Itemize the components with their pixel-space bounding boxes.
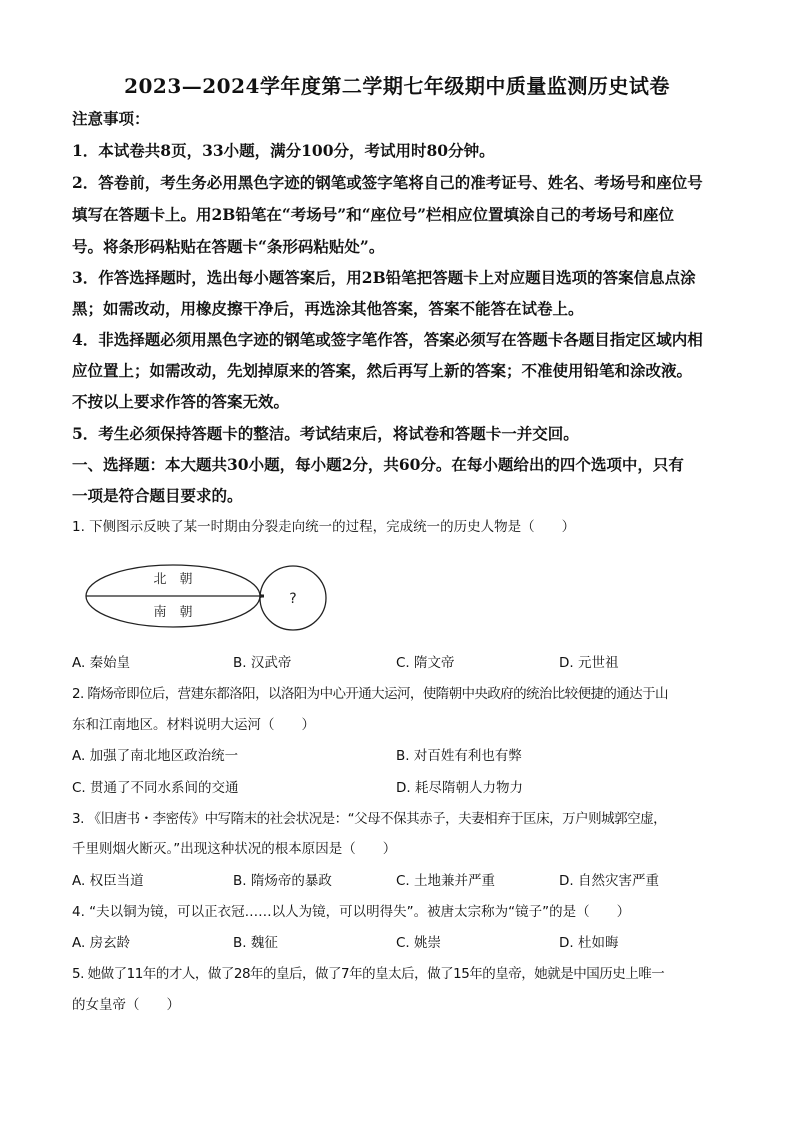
q3-option-d: D. 自然灾害严重 — [559, 873, 659, 889]
notice-item-3: 3．作答选择题时，选出每小题答案后，用2B铅笔把答题卡上对应题目选项的答案信息点涂 — [72, 268, 696, 287]
q2-option-b: B. 对百姓有利也有弊 — [396, 748, 522, 764]
notice-item-4-cont: 应位置上；如需改动，先划掉原来的答案，然后再写上新的答案；不准使用铅笔和涂改液。 — [72, 361, 693, 380]
diagram-unknown-mark: ? — [289, 591, 297, 607]
notice-item-1: 1．本试卷共8页，33小题，满分100分，考试用时80分钟。 — [72, 141, 495, 160]
q3-option-c: C. 土地兼并严重 — [396, 873, 496, 889]
question-3-stem: 3. 《旧唐书・李密传》中写隋末的社会状况是：“父母不保其赤子，夫妻相弃于匡床，万户则城郭空虚， — [72, 811, 667, 827]
question-4-stem: 4. “夫以铜为镜，可以正衣冠……以人为镜，可以明得失”。被唐太宗称为“镜子”的是（ ） — [72, 904, 631, 920]
q3-option-b: B. 隋炀帝的暴政 — [233, 873, 332, 889]
exam-title: 2023—2024学年度第二学期七年级期中质量监测历史试卷 — [124, 74, 670, 98]
q2-option-d: D. 耗尽隋朝人力物力 — [396, 780, 523, 796]
q2-option-a: A. 加强了南北地区政治统一 — [72, 748, 239, 764]
question-2-stem: 2. 隋炀帝即位后，营建东都洛阳，以洛阳为中心开通大运河，使隋朝中央政府的统治比较便捷的通达于山 — [72, 686, 668, 702]
notice-item-2: 2．答卷前，考生务必用黑色字迹的钢笔或签字笔将自己的准考证号、姓名、考场号和座位号 — [72, 173, 703, 192]
notice-item-2-cont: 填写在答题卡上。用2B铅笔在“考场号”和“座位号”栏相应位置填涂自己的考场号和座位 — [72, 205, 675, 224]
notice-item-5: 5．考生必须保持答题卡的整洁。考试结束后，将试卷和答题卡一并交回。 — [72, 424, 579, 443]
notice-item-4-cont: 不按以上要求作答的答案无效。 — [72, 392, 290, 411]
q4-option-a: A. 房玄龄 — [72, 935, 131, 951]
q1-option-a: A. 秦始皇 — [72, 655, 131, 671]
q2-option-c: C. 贯通了不同水系间的交通 — [72, 780, 239, 796]
question-5-stem: 5. 她做了11年的才人，做了28年的皇后，做了7年的皇太后，做了15年的皇帝，她就是中国历史上唯一 — [72, 966, 665, 982]
question-5-stem-cont: 的女皇帝（ ） — [72, 997, 180, 1013]
section-heading-cont: 一项是符合题目要求的。 — [72, 486, 243, 505]
question-2-stem-cont: 东和江南地区。材料说明大运河（ ） — [72, 717, 315, 733]
unification-diagram — [80, 560, 340, 636]
q4-option-d: D. 杜如晦 — [559, 935, 619, 951]
q3-option-a: A. 权臣当道 — [72, 873, 144, 889]
question-3-stem-cont: 千里则烟火断灭。”出现这种状况的根本原因是（ ） — [72, 841, 397, 857]
q4-option-c: C. 姚崇 — [396, 935, 442, 951]
question-1-stem: 1. 下侧图示反映了某一时期由分裂走向统一的过程，完成统一的历史人物是（ ） — [72, 519, 576, 535]
notice-item-3-cont: 黑；如需改动，用橡皮擦干净后，再选涂其他答案，答案不能答在试卷上。 — [72, 299, 584, 318]
q1-option-c: C. 隋文帝 — [396, 655, 455, 671]
notice-item-2-cont: 号。将条形码粘贴在答题卡“条形码粘贴处”。 — [72, 237, 385, 256]
section-heading: 一、选择题：本大题共30小题，每小题2分，共60分。在每小题给出的四个选项中，只有 — [72, 455, 684, 474]
q4-option-b: B. 魏征 — [233, 935, 278, 951]
q1-option-d: D. 元世祖 — [559, 655, 619, 671]
notice-item-4: 4．非选择题必须用黑色字迹的钢笔或签字笔作答，答案必须写在答题卡各题目指定区域内相 — [72, 330, 703, 349]
notice-heading: 注意事项： — [72, 109, 150, 128]
diagram-label-north: 北 朝 — [153, 572, 193, 587]
q1-option-b: B. 汉武帝 — [233, 655, 292, 671]
diagram-label-south: 南 朝 — [153, 605, 193, 620]
